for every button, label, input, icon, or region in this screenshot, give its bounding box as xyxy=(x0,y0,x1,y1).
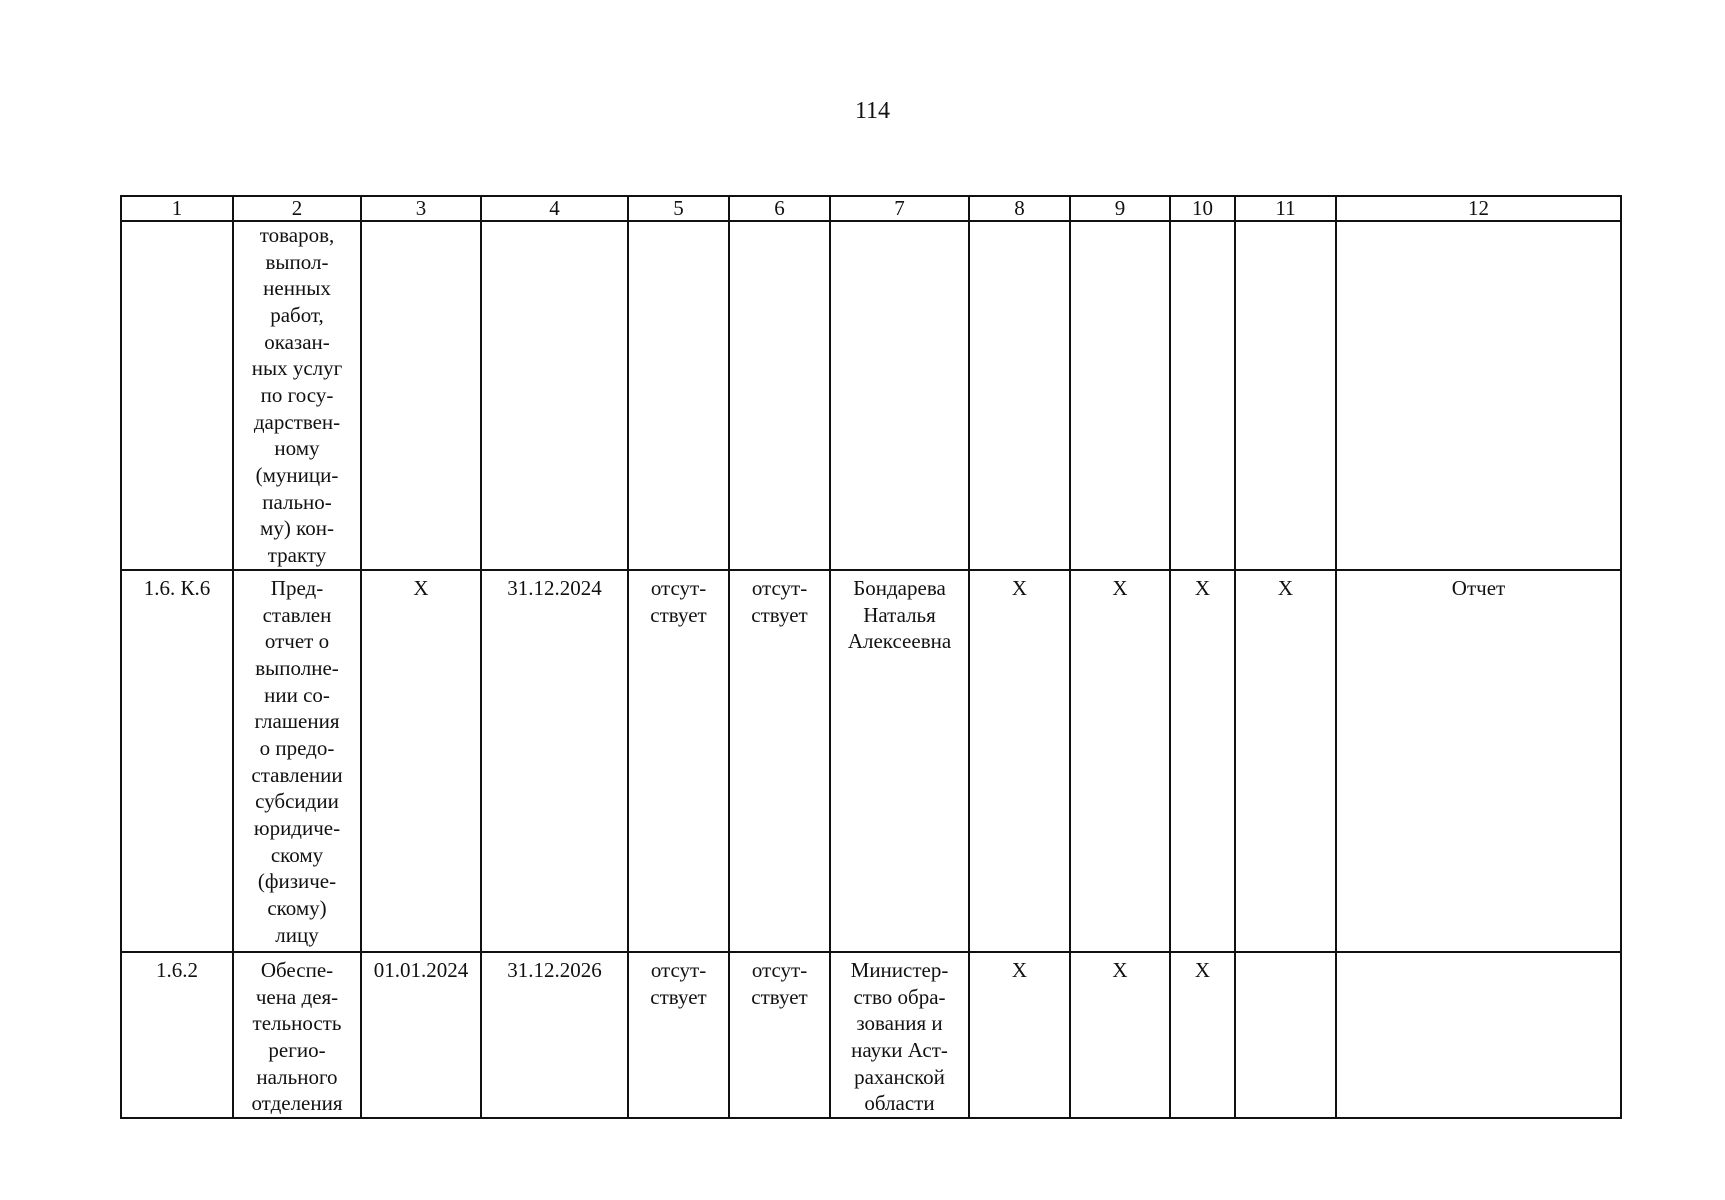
table-cell: отсут- ствует xyxy=(729,570,830,952)
table-cell: Бондарева Наталья Алексеевна xyxy=(830,570,969,952)
table-cell: отсут- ствует xyxy=(628,952,729,1118)
table-cell xyxy=(628,221,729,570)
table-header-row xyxy=(121,196,1621,221)
column-header: 9 xyxy=(1070,196,1170,221)
table-cell xyxy=(121,221,233,570)
page-number: 114 xyxy=(854,98,891,124)
table-cell: отсут- ствует xyxy=(729,952,830,1118)
table-cell: X xyxy=(1170,570,1235,952)
table-cell: 31.12.2024 xyxy=(481,570,628,952)
column-header: 10 xyxy=(1170,196,1235,221)
table-cell: Пред- ставлен отчет о выполне- нии со- глашения о предо- ставлении субсидии юридиче- скому (физиче- скому) лицу xyxy=(233,570,361,952)
table-cell xyxy=(1235,952,1336,1118)
table-cell: X xyxy=(1070,570,1170,952)
table-row xyxy=(121,570,1621,952)
column-header: 5 xyxy=(628,196,729,221)
table-cell xyxy=(830,221,969,570)
table-cell: X xyxy=(1235,570,1336,952)
column-header: 1 xyxy=(121,196,233,221)
table-cell xyxy=(361,221,481,570)
table-cell xyxy=(1235,221,1336,570)
column-header: 2 xyxy=(233,196,361,221)
table-cell xyxy=(729,221,830,570)
table-cell: 31.12.2026 xyxy=(481,952,628,1118)
table-cell: Обеспе- чена дея- тельность регио- нального отделения xyxy=(233,952,361,1118)
column-header: 3 xyxy=(361,196,481,221)
table-cell xyxy=(481,221,628,570)
table-cell: Отчет xyxy=(1336,570,1621,952)
table-cell xyxy=(1070,221,1170,570)
table-cell: отсут- ствует xyxy=(628,570,729,952)
table-cell xyxy=(1336,221,1621,570)
column-header: 7 xyxy=(830,196,969,221)
table-cell: товаров, выпол- ненных работ, оказан- ных услуг по госу- дарствен- ному (муници- пально- му) кон- тракту xyxy=(233,221,361,570)
table-cell: 1.6.2 xyxy=(121,952,233,1118)
table-cell: 1.6. К.6 xyxy=(121,570,233,952)
table-cell: X xyxy=(1070,952,1170,1118)
column-header: 8 xyxy=(969,196,1070,221)
table-cell: X xyxy=(969,952,1070,1118)
table-cell: X xyxy=(361,570,481,952)
table-row xyxy=(121,952,1621,1118)
table-cell: X xyxy=(1170,952,1235,1118)
column-header: 12 xyxy=(1336,196,1621,221)
table-row xyxy=(121,221,1621,570)
table-cell: Министер- ство обра- зования и науки Аст- раханской области xyxy=(830,952,969,1118)
table-cell xyxy=(1170,221,1235,570)
table-cell: 01.01.2024 xyxy=(361,952,481,1118)
table-cell xyxy=(1336,952,1621,1118)
column-header: 4 xyxy=(481,196,628,221)
column-header: 6 xyxy=(729,196,830,221)
table-cell: X xyxy=(969,570,1070,952)
table-cell xyxy=(969,221,1070,570)
column-header: 11 xyxy=(1235,196,1336,221)
document-table xyxy=(120,195,1622,1119)
